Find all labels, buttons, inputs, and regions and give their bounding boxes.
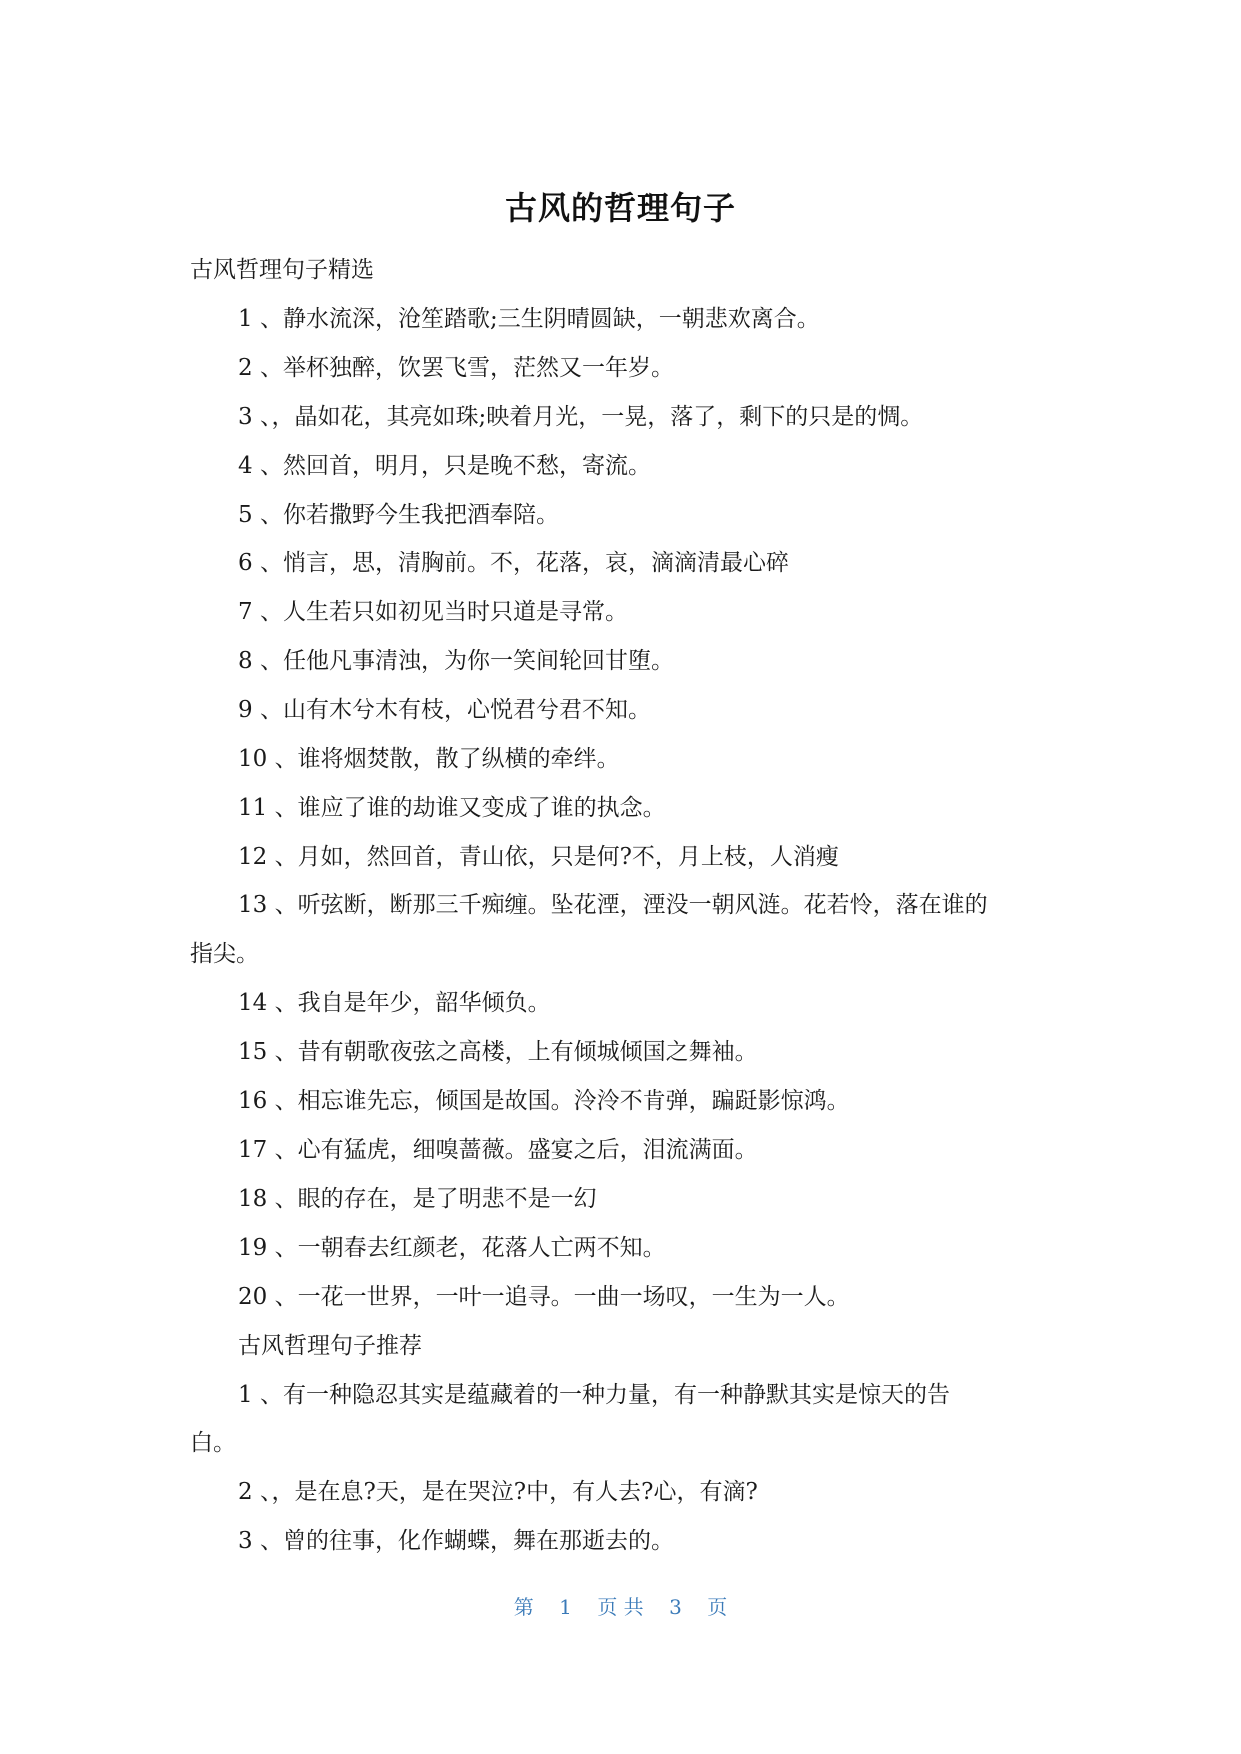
section-heading-recommended: 古风哲理句子推荐 bbox=[238, 1333, 422, 1359]
list-item bbox=[238, 793, 666, 823]
list-item bbox=[238, 646, 674, 676]
section-heading-selected: 古风哲理句子精选 bbox=[190, 257, 374, 283]
item-number: 18 bbox=[238, 1186, 268, 1212]
page-indicator bbox=[0, 1594, 1241, 1620]
item-text: 、曾的往事，化作蝴蝶，舞在那逝去的。 bbox=[259, 1528, 674, 1554]
list-item bbox=[238, 597, 628, 627]
list-item bbox=[238, 988, 551, 1018]
item-number: 8 bbox=[238, 648, 253, 674]
item-number: 3 bbox=[238, 404, 253, 430]
item-number: 16 bbox=[238, 1088, 268, 1114]
item-number: 7 bbox=[238, 599, 253, 625]
item-number: 10 bbox=[238, 746, 268, 772]
item-number: 11 bbox=[238, 795, 268, 821]
page-word: 第 bbox=[513, 1595, 534, 1619]
item-text: 、举杯独醉，饮罢飞雪，茫然又一年岁。 bbox=[259, 355, 674, 381]
item-text: 、任他凡事清浊，为你一笑间轮回甘堕。 bbox=[259, 648, 674, 674]
current-page-number: 1 bbox=[559, 1595, 572, 1619]
list-item bbox=[238, 451, 651, 481]
item-text: 、有一种隐忍其实是蕴藏着的一种力量，有一种静默其实是惊天的告 bbox=[259, 1382, 950, 1408]
item-text: 、谁应了谁的劫谁又变成了谁的执念。 bbox=[274, 795, 666, 821]
item-number: 20 bbox=[238, 1284, 268, 1310]
item-number: 17 bbox=[238, 1137, 268, 1163]
list-item bbox=[238, 304, 820, 334]
item-text: 、山有木兮木有枝，心悦君兮君不知。 bbox=[259, 697, 651, 723]
document-title: 古风的哲理句子 bbox=[504, 189, 736, 227]
item-text: 、人生若只如初见当时只道是寻常。 bbox=[259, 599, 628, 625]
list-item bbox=[238, 353, 674, 383]
list-item bbox=[238, 1282, 850, 1312]
item-number: 1 bbox=[238, 306, 253, 332]
list-item bbox=[238, 1380, 950, 1410]
item-number: 9 bbox=[238, 697, 253, 723]
list-item bbox=[238, 500, 559, 530]
list-item bbox=[238, 1233, 666, 1263]
item-number: 1 bbox=[238, 1382, 253, 1408]
item-text: 、一朝春去红颜老，花落人亡两不知。 bbox=[274, 1235, 666, 1261]
page-of-label: 页 共 bbox=[597, 1595, 644, 1619]
list-item bbox=[238, 1477, 758, 1507]
page-end-word: 页 bbox=[707, 1595, 728, 1619]
list-item bbox=[238, 1135, 758, 1165]
item-text: 、月如，然回首，青山依，只是何?不，月上枝，人消瘦 bbox=[274, 844, 839, 870]
item-number: 2 bbox=[238, 1479, 253, 1505]
list-item bbox=[238, 402, 923, 432]
item-number: 5 bbox=[238, 502, 253, 528]
total-pages: 3 bbox=[669, 1595, 682, 1619]
item-number: 6 bbox=[238, 550, 253, 576]
item-text: 、然回首，明月，只是晚不愁，寄流。 bbox=[259, 453, 651, 479]
item-number: 13 bbox=[238, 892, 268, 918]
list-item bbox=[238, 695, 651, 725]
list-item bbox=[238, 1184, 597, 1214]
item-text: 、静水流深，沧笙踏歌;三生阴晴圆缺，一朝悲欢离合。 bbox=[259, 306, 820, 332]
item-text: 、昔有朝歌夜弦之高楼，上有倾城倾国之舞袖。 bbox=[274, 1039, 758, 1065]
item-text: 、谁将烟焚散，散了纵横的牵绊。 bbox=[274, 746, 620, 772]
item-number: 4 bbox=[238, 453, 253, 479]
item-number: 14 bbox=[238, 990, 268, 1016]
item-number: 19 bbox=[238, 1235, 268, 1261]
list-item bbox=[238, 1086, 850, 1116]
item-text: 、，是在息?天，是在哭泣?中，有人去?心，有滴? bbox=[259, 1479, 758, 1505]
item-text: 、相忘谁先忘，倾国是故国。泠泠不肯弹，蹁跹影惊鸿。 bbox=[274, 1088, 850, 1114]
item-text: 、你若撒野今生我把酒奉陪。 bbox=[259, 502, 559, 528]
list-item bbox=[238, 842, 839, 872]
list-item bbox=[238, 890, 988, 920]
list-item-continuation: 指尖。 bbox=[190, 941, 259, 967]
list-item bbox=[238, 744, 620, 774]
item-text: 、一花一世界，一叶一追寻。一曲一场叹，一生为一人。 bbox=[274, 1284, 850, 1310]
item-text: 、眼的存在，是了明悲不是一幻 bbox=[274, 1186, 597, 1212]
item-number: 3 bbox=[238, 1528, 253, 1554]
list-item bbox=[238, 1526, 674, 1556]
list-item bbox=[238, 1037, 758, 1067]
item-text: 、，晶如花，其亮如珠;映着月光，一晃，落了，剩下的只是的惆。 bbox=[259, 404, 924, 430]
item-number: 2 bbox=[238, 355, 253, 381]
list-item-continuation: 白。 bbox=[190, 1430, 236, 1456]
item-text: 、我自是年少，韶华倾负。 bbox=[274, 990, 551, 1016]
list-item bbox=[238, 548, 789, 578]
item-text: 、听弦断，断那三千痴缠。坠花湮，湮没一朝风涟。花若怜，落在谁的 bbox=[274, 892, 988, 918]
item-number: 12 bbox=[238, 844, 268, 870]
item-number: 15 bbox=[238, 1039, 268, 1065]
item-text: 、悄言，思，清胸前。不，花落，哀，滴滴清最心碎 bbox=[259, 550, 789, 576]
item-text: 、心有猛虎，细嗅蔷薇。盛宴之后，泪流满面。 bbox=[274, 1137, 758, 1163]
